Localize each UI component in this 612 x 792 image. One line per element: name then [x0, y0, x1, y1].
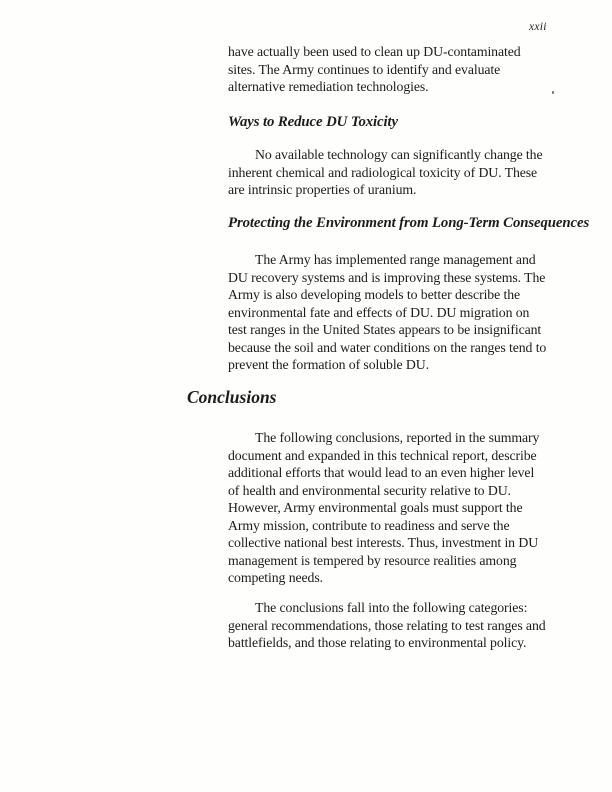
scan-speck	[552, 91, 554, 94]
text-line: management is tempered by resource realities among	[228, 552, 517, 568]
text-line: environmental fate and effects of DU. DU migration on	[228, 304, 530, 320]
text-line: test ranges in the United States appears to be insignificant	[228, 322, 542, 337]
heading-ways-to-reduce-du-toxicity: Ways to Reduce DU Toxicity	[228, 114, 399, 130]
text-line: The following conclusions, reported in the summary	[255, 430, 540, 445]
heading-conclusions: Conclusions	[187, 387, 277, 407]
text-line: of health and environmental security relative to DU.	[228, 482, 511, 498]
paragraph-toxicity	[228, 146, 543, 199]
text-line: The Army has implemented range management and	[255, 252, 536, 267]
text-line: Army is also developing models to better describe the	[228, 287, 521, 302]
text-line: because the soil and water conditions on the ranges tend to	[228, 339, 547, 355]
text-line: No available technology can significantly change the	[255, 147, 543, 162]
text-line: general recommendations, those relating to test ranges and	[228, 617, 546, 633]
text-line: collective national best interests. Thus, investment in DU	[228, 535, 539, 550]
paragraph-environment	[228, 251, 546, 374]
text-line: inherent chemical and radiological toxicity of DU. These	[228, 164, 538, 180]
heading-protecting-environment: Protecting the Environment from Long-Term Consequences	[228, 215, 590, 231]
paragraph-conclusions-categories	[228, 599, 546, 652]
text-line: sites. The Army continues to identify and evaluate	[228, 61, 501, 77]
text-line: alternative remediation technologies.	[228, 79, 429, 94]
text-line: The conclusions fall into the following categories:	[255, 600, 528, 615]
text-line: have actually been used to clean up DU-contaminated	[228, 44, 521, 59]
text-line: are intrinsic properties of uranium.	[228, 182, 417, 197]
text-line: additional efforts that would lead to an even higher level	[228, 465, 535, 480]
text-line: Army mission, contribute to readiness and serve the	[228, 517, 510, 533]
text-line: However, Army environmental goals must support the	[228, 500, 523, 515]
text-line: prevent the formation of soluble DU.	[228, 357, 430, 372]
text-line: DU recovery systems and is improving these systems. The	[228, 269, 546, 285]
text-line: competing needs.	[228, 570, 323, 585]
paragraph-conclusions-summary	[228, 429, 539, 587]
page-number: xxii	[529, 21, 547, 33]
text-line: battlefields, and those relating to environmental policy.	[228, 635, 527, 650]
paragraph-remediation-continued	[228, 43, 521, 96]
text-line: document and expanded in this technical report, describe	[228, 447, 537, 463]
